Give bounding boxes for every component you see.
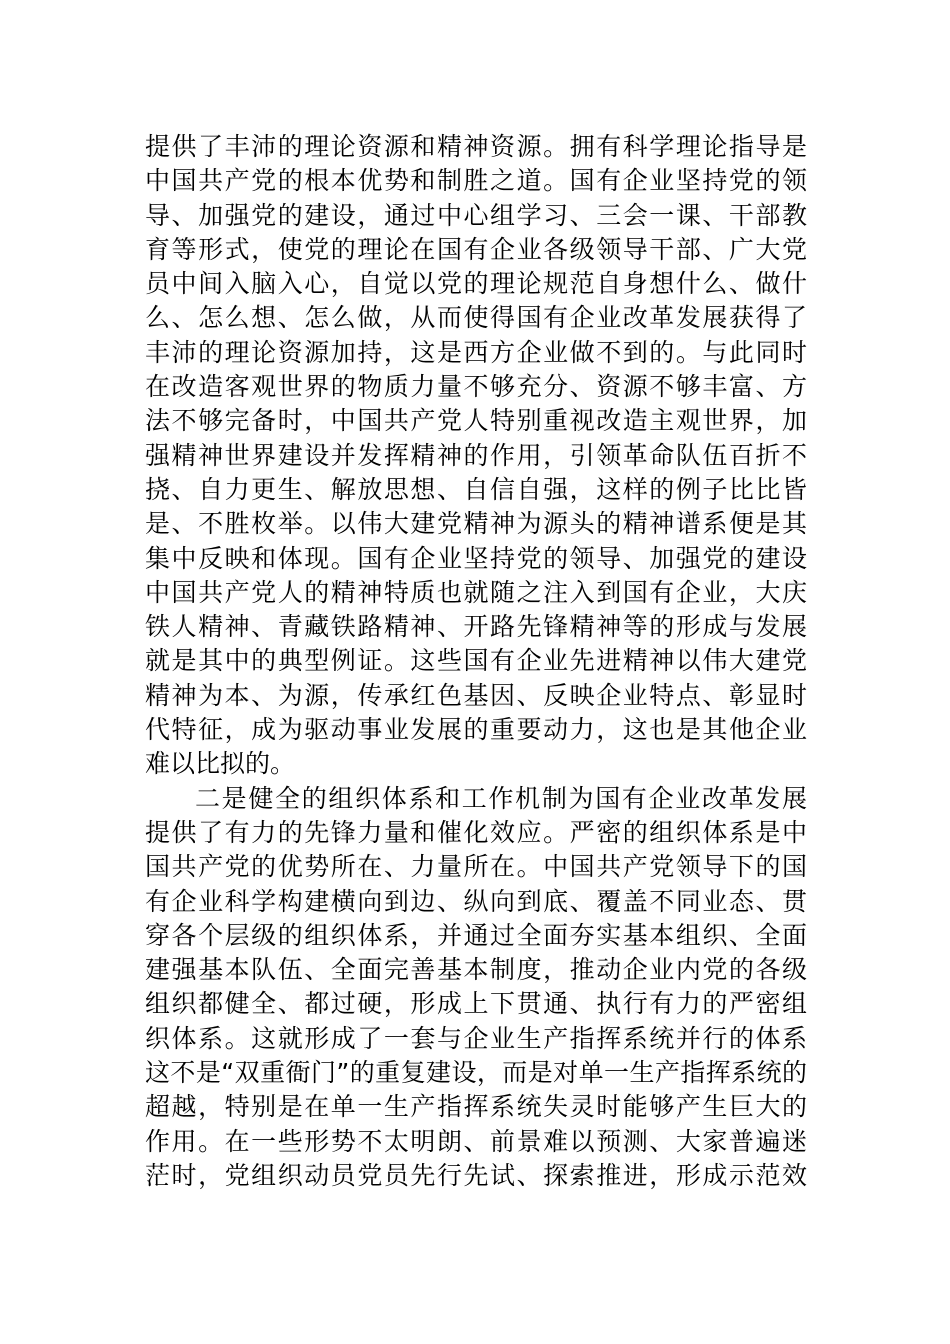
paragraph-2 — [145, 782, 807, 1194]
text-line: 集中反映和体现。国有企业坚持党的领导、加强党的建设 — [145, 543, 807, 573]
text-line: 挠、自力更生、解放思想、自信自强，这样的例子比比皆 — [145, 474, 807, 504]
text-line: 丰沛的理论资源加持，这是西方企业做不到的。与此同时 — [145, 337, 807, 367]
text-line: 这不是“双重衙门”的重复建设，而是对单一生产指挥系统的 — [145, 1058, 807, 1088]
text-line: 国共产党的优势所在、力量所在。中国共产党领导下的国 — [145, 852, 807, 882]
text-line: 员中间入脑入心，自觉以党的理论规范自身想什么、做什 — [145, 269, 807, 299]
text-line: 穿各个层级的组织体系，并通过全面夯实基本组织、全面 — [145, 920, 807, 950]
paragraph-1 — [145, 130, 807, 782]
text-line: 组织都健全、都过硬，形成上下贯通、执行有力的严密组 — [145, 989, 807, 1019]
text-line: 中国共产党人的精神特质也就随之注入到国有企业，大庆 — [145, 577, 807, 607]
text-line: 提供了丰沛的理论资源和精神资源。拥有科学理论指导是 — [145, 132, 807, 161]
text-line: 有企业科学构建横向到边、纵向到底、覆盖不同业态、贯 — [145, 886, 807, 916]
text-line: 茫时，党组织动员党员先行先试、探索推进，形成示范效 — [145, 1160, 807, 1190]
text-line: 么、怎么想、怎么做，从而使得国有企业改革发展获得了 — [145, 303, 807, 333]
text-line: 代特征，成为驱动事业发展的重要动力，这也是其他企业 — [145, 715, 807, 745]
body-text — [145, 130, 807, 1193]
text-line: 提供了有力的先锋力量和催化效应。严密的组织体系是中 — [145, 817, 807, 847]
text-line: 中国共产党的根本优势和制胜之道。国有企业坚持党的领 — [145, 166, 807, 196]
text-line: 建强基本队伍、全面完善基本制度，推动企业内党的各级 — [145, 955, 807, 985]
text-line: 导、加强党的建设，通过中心组学习、三会一课、干部教 — [145, 200, 807, 230]
text-line: 难以比拟的。 — [145, 749, 296, 779]
text-line: 作用。在一些形势不太明朗、前景难以预测、大家普遍迷 — [145, 1126, 807, 1156]
text-line: 二是健全的组织体系和工作机制为国有企业改革发展 — [195, 783, 807, 813]
text-line: 就是其中的典型例证。这些国有企业先进精神以伟大建党 — [145, 646, 807, 676]
text-line: 铁人精神、青藏铁路精神、开路先锋精神等的形成与发展 — [145, 612, 807, 642]
text-line: 超越，特别是在单一生产指挥系统失灵时能够产生巨大的 — [145, 1092, 807, 1122]
text-line: 育等形式，使党的理论在国有企业各级领导干部、广大党 — [145, 234, 807, 264]
text-line: 法不够完备时，中国共产党人特别重视改造主观世界，加 — [145, 406, 807, 436]
text-line: 强精神世界建设并发挥精神的作用，引领革命队伍百折不 — [145, 440, 807, 470]
text-line: 精神为本、为源，传承红色基因、反映企业特点、彰显时 — [145, 680, 807, 710]
text-line: 织体系。这就形成了一套与企业生产指挥系统并行的体系 — [145, 1023, 807, 1053]
text-line: 是、不胜枚举。以伟大建党精神为源头的精神谱系便是其 — [145, 509, 807, 539]
text-line: 在改造客观世界的物质力量不够充分、资源不够丰富、方 — [145, 372, 807, 402]
